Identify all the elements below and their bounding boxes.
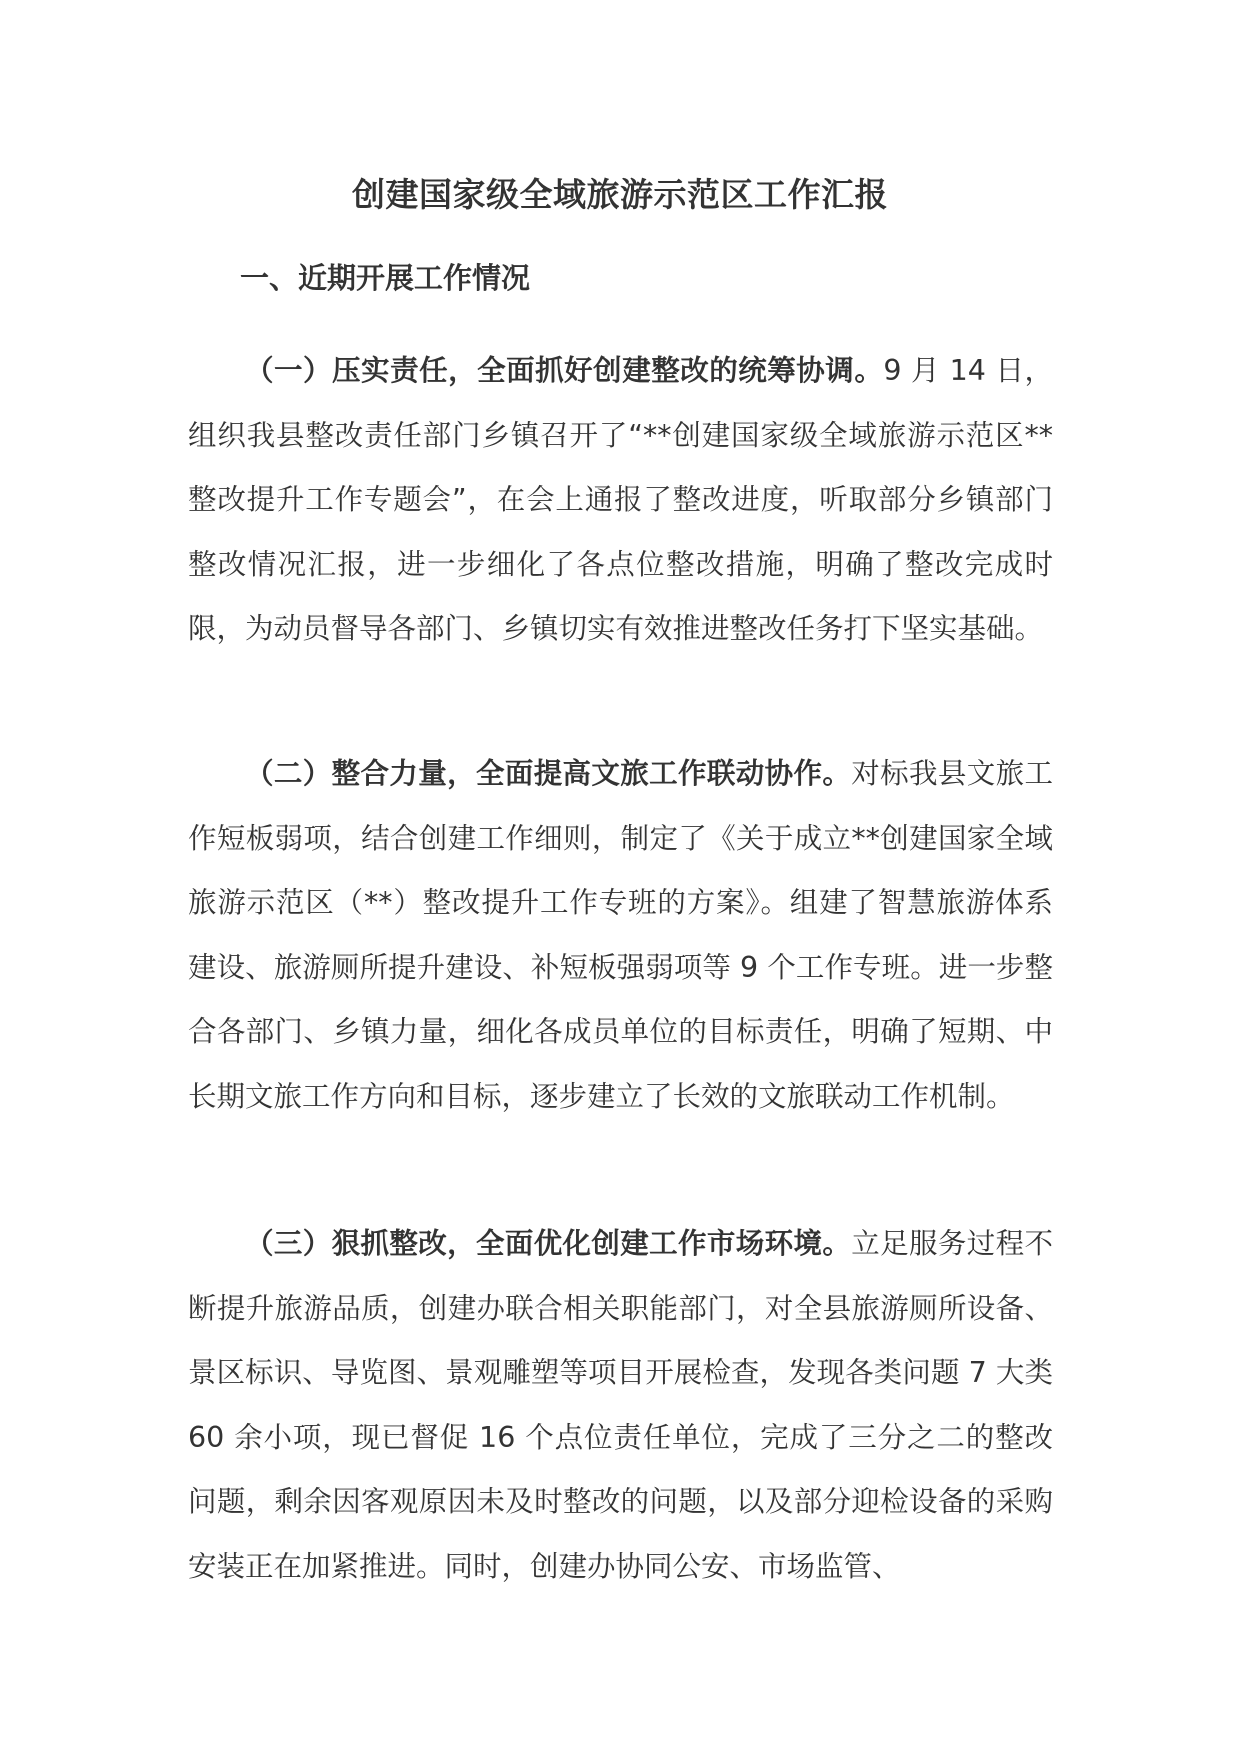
paragraph-3-lead: （三）狠抓整改，全面优化创建工作市场环境。 bbox=[245, 1227, 852, 1260]
paragraph-2 bbox=[188, 742, 1053, 1129]
paragraph-1-lead: （一）压实责任，全面抓好创建整改的统筹协调。 bbox=[245, 354, 884, 387]
document-title: 创建国家级全域旅游示范区工作汇报 bbox=[352, 175, 888, 214]
paragraph-2-body: 对标我县文旅工作短板弱项，结合创建工作细则，制定了《关于成立**创建国家全域旅游示范区（**）整改提升工作专班的方案》。组建了智慧旅游体系建设、旅游厕所提升建设、补短板强弱项等 9 个工作专班。进一步整合各部门、乡镇力量，细化各成员单位的目标责任，明确了短期、中长期文旅工作方向和目标，逐步建立了长效的文旅联动工作机制。 bbox=[188, 757, 1053, 1113]
paragraph-3-body: 立足服务过程不断提升旅游品质，创建办联合相关职能部门，对全县旅游厕所设备、景区标识、导览图、景观雕塑等项目开展检查，发现各类问题 7 大类 60 余小项，现已督促 16 个点位责任单位，完成了三分之二的整改问题，剩余因客观原因未及时整改的问题，以及部分迎检设备的采购安装正在加紧推进。同时，创建办协同公安、市场监管、 bbox=[188, 1227, 1053, 1583]
paragraph-3 bbox=[188, 1212, 1053, 1599]
paragraph-1 bbox=[188, 339, 1053, 662]
paragraph-2-lead: （二）整合力量，全面提高文旅工作联动协作。 bbox=[245, 757, 852, 790]
paragraph-1-body: 9 月 14 日，组织我县整改责任部门乡镇召开了“**创建国家级全域旅游示范区**整改提升工作专题会”，在会上通报了整改进度，听取部分乡镇部门整改情况汇报，进一步细化了各点位整改措施，明确了整改完成时限，为动员督导各部门、乡镇切实有效推进整改任务打下坚实基础。 bbox=[188, 354, 1053, 645]
section-heading: 一、近期开展工作情况 bbox=[240, 261, 531, 295]
